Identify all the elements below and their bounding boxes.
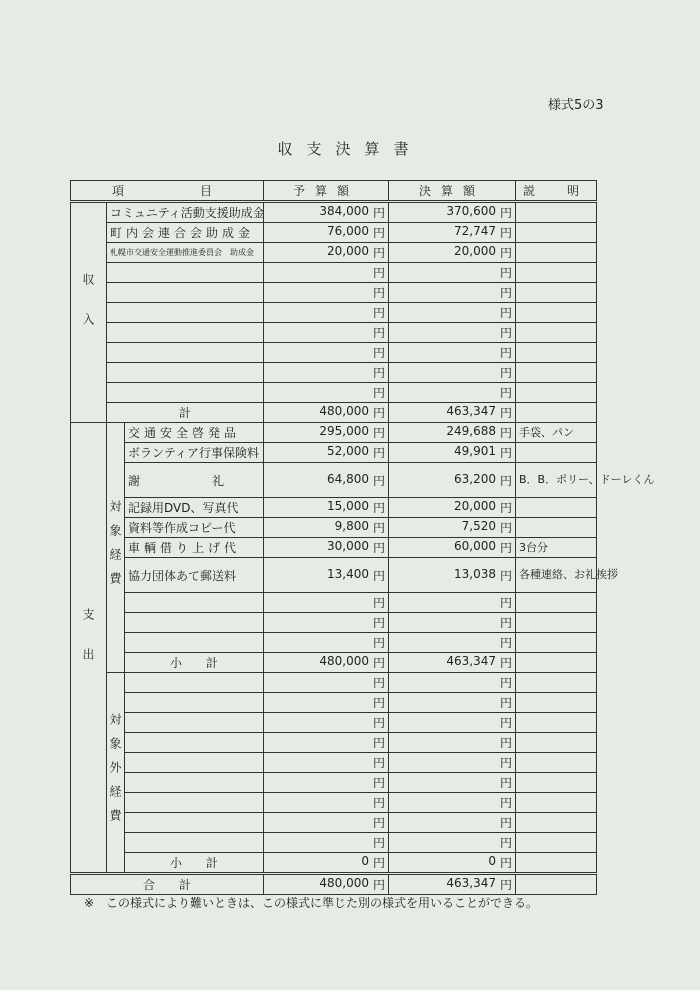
- footnote: ※ この様式により難いときは、この様式に準じた別の様式を用いることができる。: [84, 896, 539, 910]
- yen-unit: 円: [264, 713, 389, 733]
- expense-actual: 20,000: [454, 499, 497, 513]
- yen-unit: 円: [264, 323, 389, 343]
- expense-actual: 13,038: [454, 566, 497, 581]
- table-row: [71, 263, 597, 283]
- yen-unit: 円: [389, 713, 516, 733]
- table-row: [71, 633, 597, 653]
- table-row: [71, 363, 597, 383]
- expense-item-name: 車輌借り上げ代: [125, 538, 264, 558]
- expense-actual: 63,200: [454, 471, 497, 486]
- yen-unit: 円: [389, 753, 516, 773]
- yen-unit: 円: [264, 343, 389, 363]
- table-row: [71, 518, 597, 538]
- form-number: 様式5の3: [548, 98, 604, 113]
- header-actual: 決算額: [389, 181, 516, 202]
- yen-unit: 円: [264, 833, 389, 853]
- income-item-name: コミュニティ活動支援助成金: [107, 202, 264, 223]
- expense-actual: 7,520: [461, 519, 497, 533]
- income-note: [516, 243, 597, 263]
- income-total-budget: 480,000: [319, 404, 370, 418]
- table-row: [71, 713, 597, 733]
- yen-unit: 円: [500, 878, 513, 892]
- expense-actual: 249,688: [446, 424, 497, 438]
- table-row: [71, 343, 597, 363]
- table-row: [71, 243, 597, 263]
- yen-unit: 円: [373, 473, 386, 488]
- income-budget: 384,000: [319, 204, 370, 218]
- expense-note: [516, 518, 597, 538]
- yen-unit: 円: [500, 568, 513, 583]
- yen-unit: 円: [264, 303, 389, 323]
- yen-unit: 円: [264, 363, 389, 383]
- table-row: [71, 813, 597, 833]
- yen-unit: 円: [373, 501, 386, 515]
- table-row: [71, 753, 597, 773]
- table-row: [71, 463, 597, 498]
- nontarget-expense-label: 対象外経費: [107, 673, 125, 874]
- table-row: [71, 283, 597, 303]
- yen-unit: 円: [373, 856, 386, 870]
- income-item-name: 札幌市交通安全運動推進委員会 助成金: [107, 243, 264, 263]
- yen-unit: 円: [264, 793, 389, 813]
- table-row: [71, 733, 597, 753]
- expense-item-name: 謝 礼: [125, 463, 264, 498]
- expense-item-name: 交通安全啓発品: [125, 423, 264, 443]
- yen-unit: 円: [500, 541, 513, 555]
- target-subtotal-budget: 480,000: [319, 654, 370, 668]
- header-note: 説 明: [516, 181, 597, 202]
- income-item-name: 町内会連合会助成金: [107, 223, 264, 243]
- yen-unit: 円: [500, 446, 513, 460]
- yen-unit: 円: [389, 283, 516, 303]
- expense-budget: 52,000: [327, 444, 370, 458]
- expense-budget: 30,000: [327, 539, 370, 553]
- table-row: [71, 223, 597, 243]
- target-expense-label: 対象経費: [107, 423, 125, 673]
- yen-unit: 円: [389, 343, 516, 363]
- expense-budget: 9,800: [334, 519, 370, 533]
- yen-unit: 円: [389, 263, 516, 283]
- yen-unit: 円: [389, 813, 516, 833]
- expense-section-label: 支出: [71, 423, 107, 874]
- target-subtotal-row: [71, 653, 597, 673]
- yen-unit: 円: [264, 813, 389, 833]
- yen-unit: 円: [373, 878, 386, 892]
- expense-note: B．B．ポリー、ドーレくん: [516, 463, 597, 498]
- yen-unit: 円: [500, 501, 513, 515]
- expense-budget: 15,000: [327, 499, 370, 513]
- yen-unit: 円: [500, 406, 513, 420]
- yen-unit: 円: [389, 613, 516, 633]
- grand-total-row: [71, 874, 597, 895]
- income-total-label: 計: [107, 403, 264, 423]
- income-total-actual: 463,347: [446, 404, 497, 418]
- yen-unit: 円: [500, 521, 513, 535]
- table-row: [71, 498, 597, 518]
- yen-unit: 円: [264, 633, 389, 653]
- table-row: [71, 773, 597, 793]
- yen-unit: 円: [264, 283, 389, 303]
- nontarget-subtotal-row: [71, 853, 597, 874]
- yen-unit: 円: [500, 473, 513, 488]
- table-header: [71, 181, 597, 202]
- header-budget: 予算額: [264, 181, 389, 202]
- grand-total-budget: 480,000: [319, 876, 370, 890]
- yen-unit: 円: [264, 613, 389, 633]
- yen-unit: 円: [264, 693, 389, 713]
- yen-unit: 円: [264, 673, 389, 693]
- table-row: [71, 423, 597, 443]
- yen-unit: 円: [373, 226, 386, 240]
- yen-unit: 円: [500, 206, 513, 220]
- yen-unit: 円: [389, 593, 516, 613]
- table-row: [71, 673, 597, 693]
- yen-unit: 円: [500, 856, 513, 870]
- expense-budget: 13,400: [327, 566, 370, 581]
- table-row: [71, 593, 597, 613]
- expense-note: [516, 443, 597, 463]
- yen-unit: 円: [389, 323, 516, 343]
- yen-unit: 円: [264, 593, 389, 613]
- yen-unit: 円: [373, 656, 386, 670]
- yen-unit: 円: [500, 426, 513, 440]
- table-row: [71, 538, 597, 558]
- income-budget: 76,000: [327, 224, 370, 238]
- yen-unit: 円: [264, 263, 389, 283]
- expense-actual: 49,901: [454, 444, 497, 458]
- expense-budget: 64,800: [327, 471, 370, 486]
- nontarget-subtotal-label: 小 計: [125, 853, 264, 874]
- yen-unit: 円: [389, 383, 516, 403]
- income-actual: 370,600: [446, 204, 497, 218]
- income-total-row: [71, 403, 597, 423]
- document-title: 収支決算書: [277, 140, 423, 158]
- yen-unit: 円: [389, 793, 516, 813]
- yen-unit: 円: [373, 521, 386, 535]
- yen-unit: 円: [389, 673, 516, 693]
- grand-total-actual: 463,347: [446, 876, 497, 890]
- expense-note: [516, 498, 597, 518]
- income-note: [516, 223, 597, 243]
- yen-unit: 円: [389, 633, 516, 653]
- yen-unit: 円: [373, 568, 386, 583]
- yen-unit: 円: [264, 733, 389, 753]
- settlement-table: [70, 180, 655, 895]
- table-row: [71, 383, 597, 403]
- expense-item-name: 協力団体あて郵送料: [125, 558, 264, 593]
- table-row: [71, 833, 597, 853]
- nontarget-subtotal-actual: 0: [488, 854, 497, 868]
- yen-unit: 円: [373, 406, 386, 420]
- header-item: 項 目: [71, 181, 264, 202]
- table-row: [71, 303, 597, 323]
- yen-unit: 円: [373, 446, 386, 460]
- yen-unit: 円: [389, 773, 516, 793]
- yen-unit: 円: [264, 773, 389, 793]
- yen-unit: 円: [389, 833, 516, 853]
- yen-unit: 円: [500, 656, 513, 670]
- expense-item-name: 記録用DVD、写真代: [125, 498, 264, 518]
- expense-note: 3台分: [516, 538, 597, 558]
- income-section-label: 収入: [71, 202, 107, 423]
- income-actual: 72,747: [454, 224, 497, 238]
- expense-item-name: 資料等作成コピー代: [125, 518, 264, 538]
- yen-unit: 円: [500, 246, 513, 260]
- table-row: [71, 693, 597, 713]
- yen-unit: 円: [500, 226, 513, 240]
- yen-unit: 円: [264, 753, 389, 773]
- yen-unit: 円: [373, 206, 386, 220]
- target-subtotal-actual: 463,347: [446, 654, 497, 668]
- yen-unit: 円: [373, 246, 386, 260]
- grand-total-label: 合 計: [71, 874, 264, 895]
- yen-unit: 円: [373, 541, 386, 555]
- table-row: [71, 613, 597, 633]
- yen-unit: 円: [389, 303, 516, 323]
- expense-budget: 295,000: [319, 424, 370, 438]
- table-row: [71, 202, 597, 223]
- table-row: [71, 443, 597, 463]
- table-row: [71, 558, 597, 593]
- expense-note: 手袋、パン: [516, 423, 597, 443]
- yen-unit: 円: [373, 426, 386, 440]
- yen-unit: 円: [389, 363, 516, 383]
- target-subtotal-label: 小 計: [125, 653, 264, 673]
- yen-unit: 円: [389, 693, 516, 713]
- table-row: [71, 793, 597, 813]
- income-note: [516, 202, 597, 223]
- yen-unit: 円: [389, 733, 516, 753]
- expense-actual: 60,000: [454, 539, 497, 553]
- income-actual: 20,000: [454, 244, 497, 258]
- table-row: [71, 323, 597, 343]
- nontarget-subtotal-budget: 0: [361, 854, 370, 868]
- income-budget: 20,000: [327, 244, 370, 258]
- expense-item-name: ボランティア行事保険料: [125, 443, 264, 463]
- yen-unit: 円: [264, 383, 389, 403]
- expense-note: 各種連絡、お礼挨拶: [516, 558, 597, 593]
